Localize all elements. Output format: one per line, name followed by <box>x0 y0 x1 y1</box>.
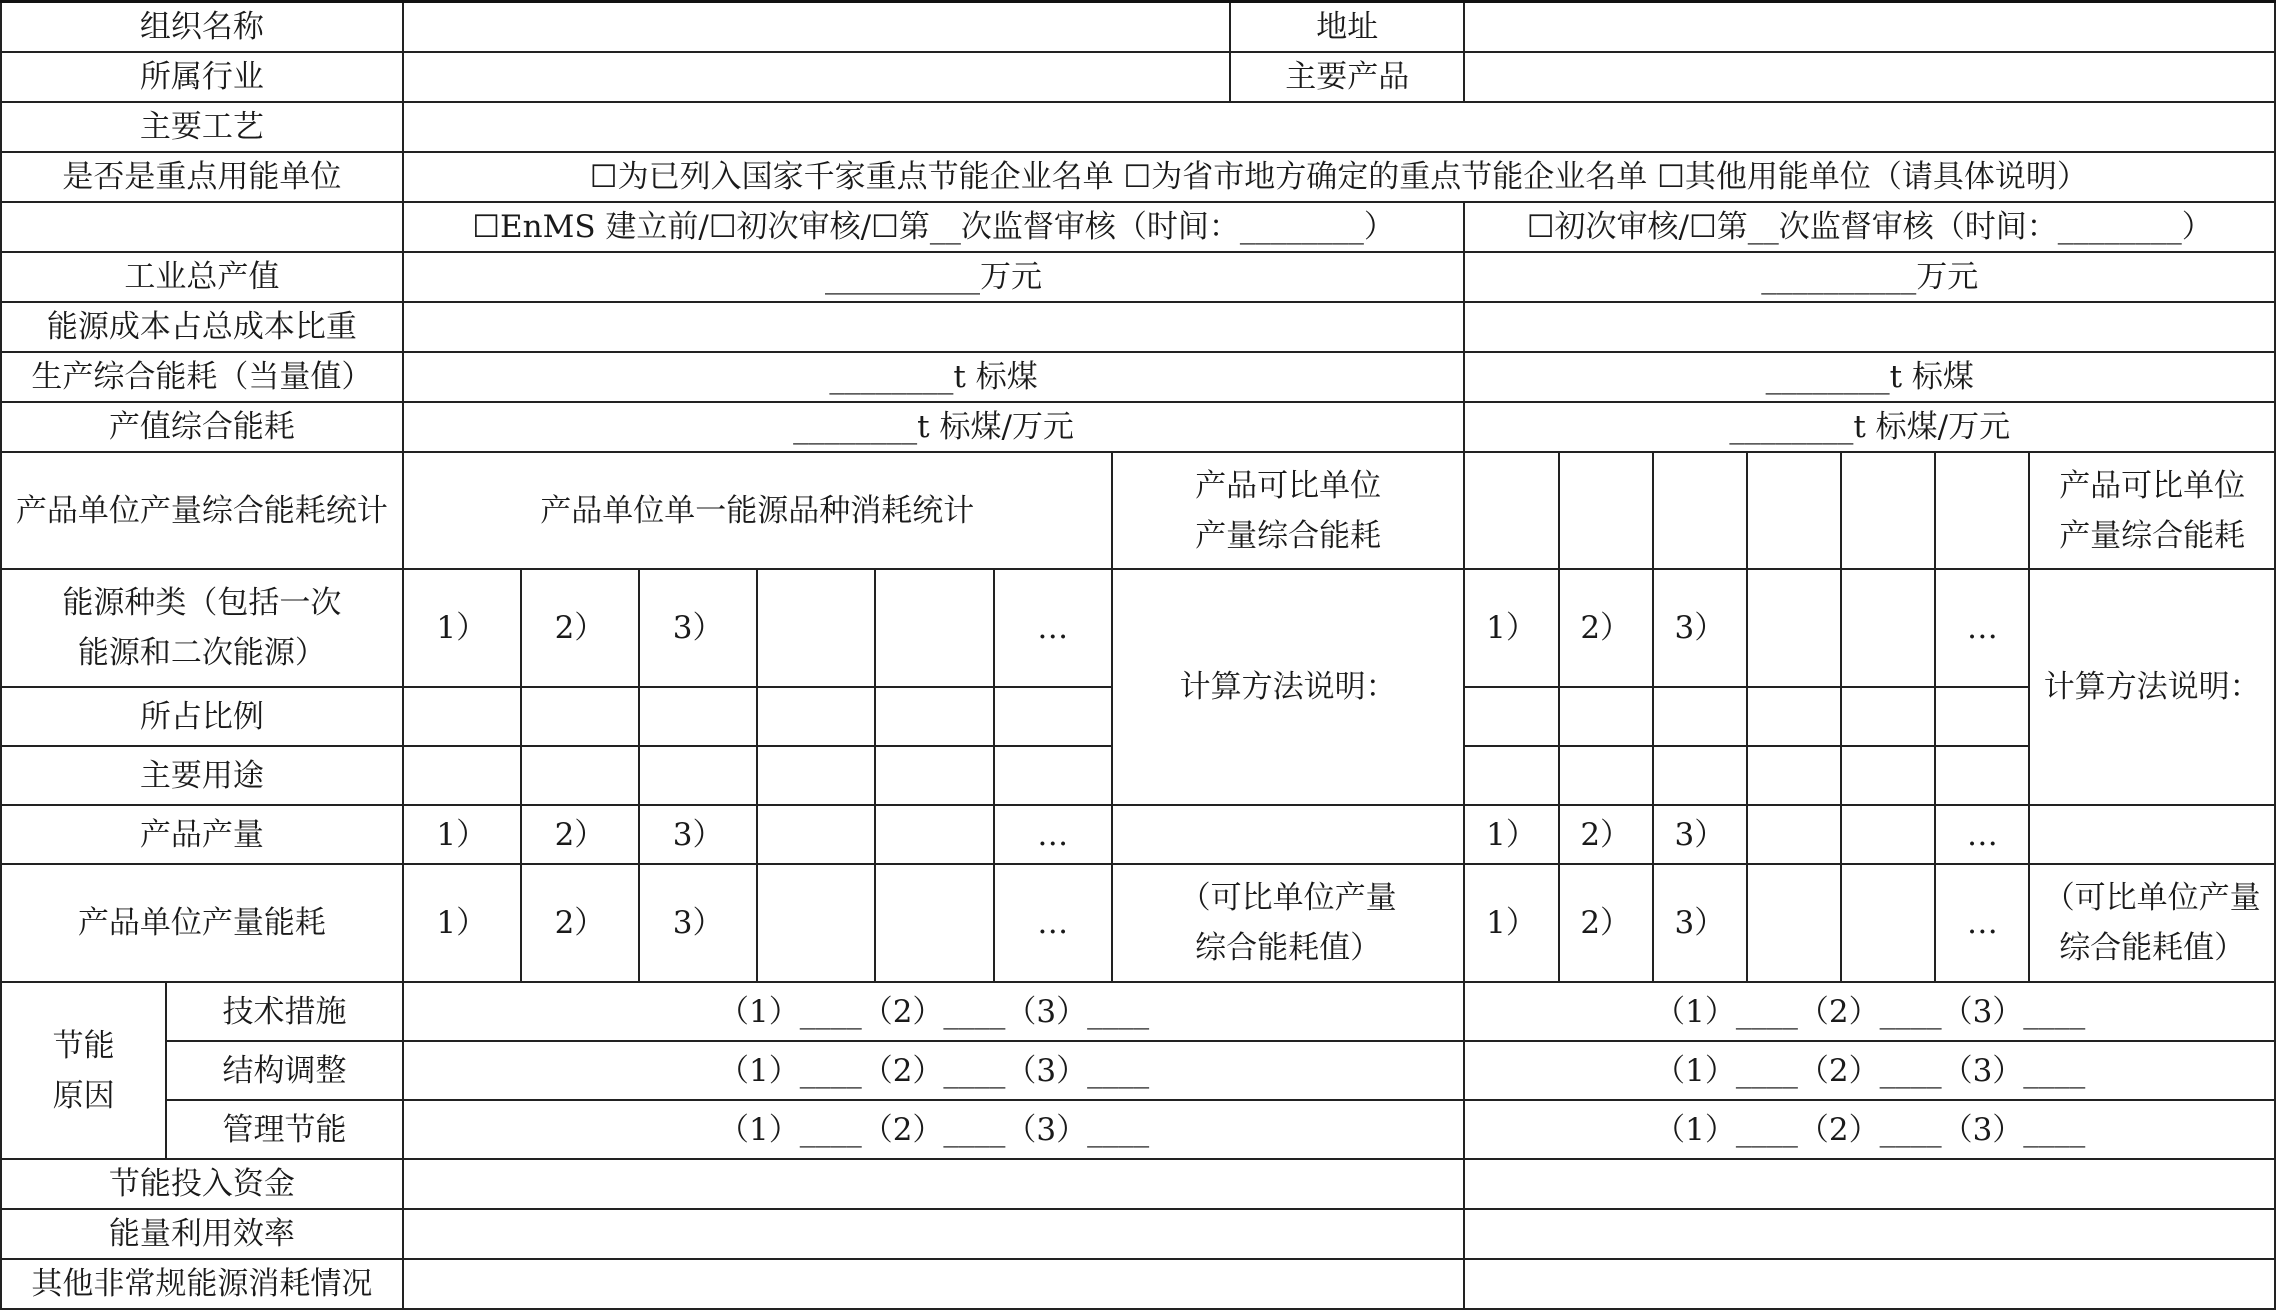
right-blank-4[interactable] <box>1747 452 1841 569</box>
row-audit-stage <box>1 202 2275 252</box>
output-r3[interactable]: 3） <box>1653 805 1747 864</box>
main-product-field[interactable] <box>1464 52 2275 102</box>
prod-energy-label: 生产综合能耗（当量值） <box>1 352 403 402</box>
output-r4[interactable] <box>1747 805 1841 864</box>
other-consumption-label: 其他非常规能源消耗情况 <box>1 1259 403 1309</box>
row-main-process <box>1 102 2275 152</box>
comparable-value-line2: 综合能耗值） <box>1195 930 1382 966</box>
main-process-label: 主要工艺 <box>1 102 403 152</box>
right-blank-1[interactable] <box>1464 452 1558 569</box>
unit-energy-3[interactable]: 3） <box>639 864 757 982</box>
use-5[interactable] <box>875 746 993 805</box>
energy-type-more: … <box>994 569 1112 687</box>
use-1[interactable] <box>403 746 521 805</box>
tech-measures-left[interactable]: （1）____（2）____（3）____ <box>403 982 1465 1041</box>
product-output-label: 产品产量 <box>1 805 403 864</box>
tech-measures-label: 技术措施 <box>166 982 402 1041</box>
saving-reason-line1: 节能 <box>52 1027 115 1064</box>
unit-output-energy-label: 产品单位产量能耗 <box>1 864 403 982</box>
audit-stage-label <box>1 202 403 252</box>
comparable-value-line1: （可比单位产量 <box>1179 880 1397 916</box>
structure-adjust-label: 结构调整 <box>166 1041 402 1100</box>
energy-type-rmore: … <box>1935 569 2029 687</box>
output-more: … <box>994 805 1112 864</box>
main-product-label: 主要产品 <box>1230 52 1464 102</box>
address-field[interactable] <box>1464 2 2275 53</box>
unit-energy-rmore: … <box>1935 864 2029 982</box>
management-saving-label: 管理节能 <box>166 1100 402 1159</box>
energy-type-line1: 能源种类（包括一次 <box>62 585 342 621</box>
saving-investment-left[interactable] <box>403 1159 1465 1209</box>
row-energy-types <box>1 569 2275 687</box>
output-energy-right[interactable]: ________t 标煤/万元 <box>1464 402 2275 452</box>
structure-adjust-right[interactable]: （1）____（2）____（3）____ <box>1464 1041 2275 1100</box>
energy-efficiency-right[interactable] <box>1464 1209 2275 1259</box>
gross-output-label: 工业总产值 <box>1 252 403 302</box>
row-output-energy <box>1 402 2275 452</box>
tech-measures-right[interactable]: （1）____（2）____（3）____ <box>1464 982 2275 1041</box>
single-energy-stats-label: 产品单位单一能源品种消耗统计 <box>403 452 1112 569</box>
energy-cost-ratio-right[interactable] <box>1464 302 2275 352</box>
right-blank-6[interactable] <box>1935 452 2029 569</box>
energy-type-r2[interactable]: 2） <box>1559 569 1653 687</box>
use-r4[interactable] <box>1747 746 1841 805</box>
share-r1[interactable] <box>1464 687 1558 746</box>
comparable-header-left <box>1112 452 1465 569</box>
comparable-value-right[interactable] <box>2029 864 2275 982</box>
saving-reason-line2: 原因 <box>52 1077 115 1114</box>
row-product-output <box>1 805 2275 864</box>
unit-energy-5[interactable] <box>875 864 993 982</box>
key-unit-options[interactable]: ☐为已列入国家千家重点节能企业名单 ☐为省市地方确定的重点节能企业名单 ☐其他用能单位（请具体说明） <box>403 152 2275 202</box>
share-6[interactable] <box>994 687 1112 746</box>
gross-output-right[interactable]: __________万元 <box>1464 252 2275 302</box>
org-name-label: 组织名称 <box>1 2 403 53</box>
use-r1[interactable] <box>1464 746 1558 805</box>
calc-method-right[interactable]: 计算方法说明： <box>2029 569 2275 805</box>
row-management-saving <box>1 1100 2275 1159</box>
comparable-line1: 产品可比单位 <box>1195 467 1382 504</box>
audit-stage-right[interactable]: ☐初次审核/☐第__次监督审核（时间：________） <box>1464 202 2275 252</box>
share-5[interactable] <box>875 687 993 746</box>
other-consumption-left[interactable] <box>403 1259 1465 1309</box>
unit-energy-r1[interactable]: 1） <box>1464 864 1558 982</box>
row-saving-investment <box>1 1159 2275 1209</box>
comparable-value-line2: 综合能耗值） <box>2059 930 2246 966</box>
use-4[interactable] <box>757 746 875 805</box>
energy-type-line2: 能源和二次能源） <box>77 635 326 671</box>
row-stats-header <box>1 452 2275 569</box>
energy-type-r3[interactable]: 3） <box>1653 569 1747 687</box>
row-other-consumption <box>1 1259 2275 1309</box>
energy-efficiency-left[interactable] <box>403 1209 1465 1259</box>
comparable-line1: 产品可比单位 <box>2059 467 2246 504</box>
share-r5[interactable] <box>1841 687 1935 746</box>
saving-reason-label <box>1 982 166 1159</box>
output-comparable-left[interactable] <box>1112 805 1465 864</box>
use-r3[interactable] <box>1653 746 1747 805</box>
right-blank-3[interactable] <box>1653 452 1747 569</box>
energy-type-3[interactable]: 3） <box>639 569 757 687</box>
row-energy-cost-ratio <box>1 302 2275 352</box>
energy-type-r5[interactable] <box>1841 569 1935 687</box>
prod-energy-left[interactable]: ________t 标煤 <box>403 352 1465 402</box>
main-use-label: 主要用途 <box>1 746 403 805</box>
output-energy-label: 产值综合能耗 <box>1 402 403 452</box>
prod-energy-right[interactable]: ________t 标煤 <box>1464 352 2275 402</box>
energy-cost-ratio-left[interactable] <box>403 302 1465 352</box>
energy-type-r1[interactable]: 1） <box>1464 569 1558 687</box>
row-prod-energy <box>1 352 2275 402</box>
share-r3[interactable] <box>1653 687 1747 746</box>
use-2[interactable] <box>521 746 639 805</box>
unit-energy-r4[interactable] <box>1747 864 1841 982</box>
energy-cost-ratio-label: 能源成本占总成本比重 <box>1 302 403 352</box>
energy-type-4[interactable] <box>757 569 875 687</box>
calc-method-left[interactable]: 计算方法说明： <box>1112 569 1465 805</box>
management-saving-right[interactable]: （1）____（2）____（3）____ <box>1464 1100 2275 1159</box>
share-r6[interactable] <box>1935 687 2029 746</box>
saving-investment-label: 节能投入资金 <box>1 1159 403 1209</box>
output-rmore: … <box>1935 805 2029 864</box>
unit-product-stats-label: 产品单位产量综合能耗统计 <box>1 452 403 569</box>
output-r1[interactable]: 1） <box>1464 805 1558 864</box>
main-process-field[interactable] <box>403 102 2275 152</box>
gross-output-left[interactable]: __________万元 <box>403 252 1465 302</box>
right-blank-2[interactable] <box>1559 452 1653 569</box>
row-industry <box>1 52 2275 102</box>
share-r4[interactable] <box>1747 687 1841 746</box>
use-3[interactable] <box>639 746 757 805</box>
other-consumption-right[interactable] <box>1464 1259 2275 1309</box>
comparable-line2: 产量综合能耗 <box>1195 517 1382 554</box>
row-energy-efficiency <box>1 1209 2275 1259</box>
output-r5[interactable] <box>1841 805 1935 864</box>
use-r6[interactable] <box>1935 746 2029 805</box>
use-r5[interactable] <box>1841 746 1935 805</box>
industry-field[interactable] <box>403 52 1230 102</box>
energy-type-r4[interactable] <box>1747 569 1841 687</box>
comparable-line2: 产量综合能耗 <box>2059 517 2246 554</box>
audit-stage-left[interactable]: ☐EnMS 建立前/☐初次审核/☐第__次监督审核（时间：________） <box>403 202 1465 252</box>
comparable-value-left[interactable] <box>1112 864 1465 982</box>
output-r2[interactable]: 2） <box>1559 805 1653 864</box>
output-energy-left[interactable]: ________t 标煤/万元 <box>403 402 1465 452</box>
energy-type-1[interactable]: 1） <box>403 569 521 687</box>
management-saving-left[interactable]: （1）____（2）____（3）____ <box>403 1100 1465 1159</box>
comparable-value-line1: （可比单位产量 <box>2043 880 2261 916</box>
key-unit-label: 是否是重点用能单位 <box>1 152 403 202</box>
address-label: 地址 <box>1230 2 1464 53</box>
output-3[interactable]: 3） <box>639 805 757 864</box>
row-org-name <box>1 2 2275 53</box>
share-1[interactable] <box>403 687 521 746</box>
share-2[interactable] <box>521 687 639 746</box>
share-r2[interactable] <box>1559 687 1653 746</box>
industry-label: 所属行业 <box>1 52 403 102</box>
row-gross-output <box>1 252 2275 302</box>
comparable-header-right <box>2029 452 2275 569</box>
unit-energy-r2[interactable]: 2） <box>1559 864 1653 982</box>
share-4[interactable] <box>757 687 875 746</box>
unit-energy-1[interactable]: 1） <box>403 864 521 982</box>
row-unit-output-energy <box>1 864 2275 982</box>
unit-energy-r3[interactable]: 3） <box>1653 864 1747 982</box>
output-2[interactable]: 2） <box>521 805 639 864</box>
output-comparable-right[interactable] <box>2029 805 2275 864</box>
row-key-unit <box>1 152 2275 202</box>
energy-type-5[interactable] <box>875 569 993 687</box>
use-r2[interactable] <box>1559 746 1653 805</box>
row-structure-adjust <box>1 1041 2275 1100</box>
use-6[interactable] <box>994 746 1112 805</box>
structure-adjust-left[interactable]: （1）____（2）____（3）____ <box>403 1041 1465 1100</box>
energy-type-2[interactable]: 2） <box>521 569 639 687</box>
org-name-field[interactable] <box>403 2 1230 53</box>
saving-investment-right[interactable] <box>1464 1159 2275 1209</box>
right-blank-5[interactable] <box>1841 452 1935 569</box>
unit-energy-r5[interactable] <box>1841 864 1935 982</box>
output-5[interactable] <box>875 805 993 864</box>
row-tech-measures <box>1 982 2275 1041</box>
unit-energy-more: … <box>994 864 1112 982</box>
unit-energy-2[interactable]: 2） <box>521 864 639 982</box>
energy-efficiency-label: 能量利用效率 <box>1 1209 403 1259</box>
share-label: 所占比例 <box>1 687 403 746</box>
output-1[interactable]: 1） <box>403 805 521 864</box>
output-4[interactable] <box>757 805 875 864</box>
energy-type-label <box>1 569 403 687</box>
unit-energy-4[interactable] <box>757 864 875 982</box>
share-3[interactable] <box>639 687 757 746</box>
